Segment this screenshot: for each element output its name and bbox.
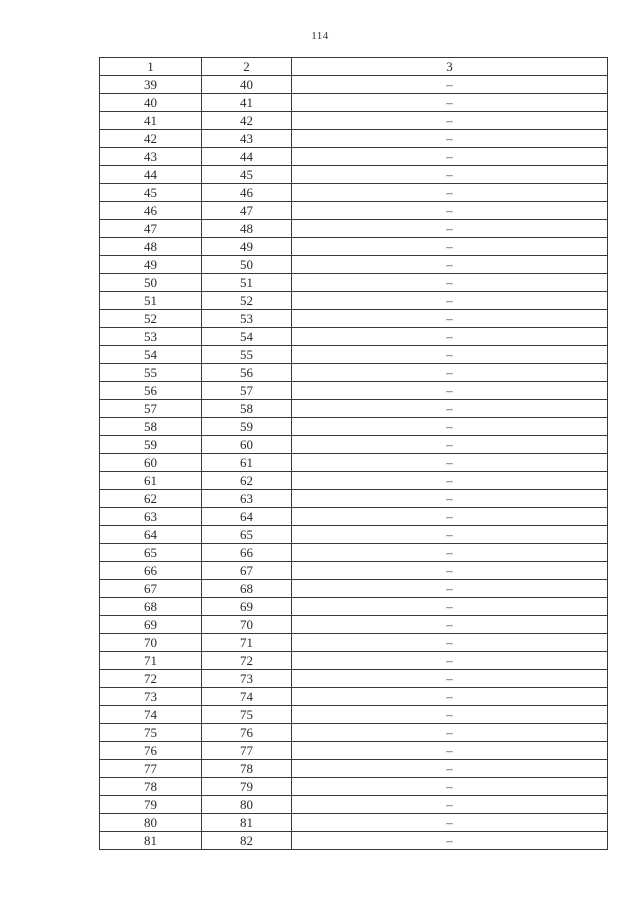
data-table xyxy=(99,57,608,850)
table-cell-col3: – xyxy=(292,598,608,616)
table-row xyxy=(100,778,608,796)
table-cell-col3: – xyxy=(292,724,608,742)
table-cell-col2: 47 xyxy=(202,202,292,220)
table-cell-col2: 55 xyxy=(202,346,292,364)
table-cell-col1: 77 xyxy=(100,760,202,778)
table-cell-col2: 44 xyxy=(202,148,292,166)
table-row xyxy=(100,526,608,544)
table-cell-col2: 71 xyxy=(202,634,292,652)
table-cell-col2: 77 xyxy=(202,742,292,760)
table-row xyxy=(100,418,608,436)
table-cell-col1: 70 xyxy=(100,634,202,652)
table-row xyxy=(100,688,608,706)
table-cell-col1: 48 xyxy=(100,238,202,256)
table-cell-col2: 60 xyxy=(202,436,292,454)
table-cell-col2: 74 xyxy=(202,688,292,706)
table-row xyxy=(100,364,608,382)
table-cell-col1: 57 xyxy=(100,400,202,418)
table-row xyxy=(100,814,608,832)
table-row xyxy=(100,238,608,256)
table-cell-col2: 61 xyxy=(202,454,292,472)
column-header-2: 2 xyxy=(202,58,292,76)
table-cell-col2: 43 xyxy=(202,130,292,148)
table-cell-col3: – xyxy=(292,310,608,328)
table-cell-col1: 73 xyxy=(100,688,202,706)
table-row xyxy=(100,508,608,526)
table-cell-col2: 53 xyxy=(202,310,292,328)
table-row xyxy=(100,112,608,130)
table-cell-col3: – xyxy=(292,112,608,130)
table-cell-col2: 57 xyxy=(202,382,292,400)
table-cell-col1: 74 xyxy=(100,706,202,724)
table-cell-col3: – xyxy=(292,382,608,400)
table-cell-col3: – xyxy=(292,814,608,832)
table-cell-col2: 68 xyxy=(202,580,292,598)
table-cell-col2: 73 xyxy=(202,670,292,688)
table-cell-col1: 71 xyxy=(100,652,202,670)
table-cell-col3: – xyxy=(292,400,608,418)
table-row xyxy=(100,94,608,112)
column-header-3: 3 xyxy=(292,58,608,76)
table-cell-col3: – xyxy=(292,490,608,508)
table-row xyxy=(100,490,608,508)
table-cell-col2: 65 xyxy=(202,526,292,544)
table-row xyxy=(100,166,608,184)
table-cell-col2: 45 xyxy=(202,166,292,184)
table-cell-col2: 40 xyxy=(202,76,292,94)
table-row xyxy=(100,580,608,598)
table-cell-col3: – xyxy=(292,292,608,310)
table-cell-col3: – xyxy=(292,238,608,256)
table-row xyxy=(100,274,608,292)
table-cell-col1: 64 xyxy=(100,526,202,544)
table-row xyxy=(100,256,608,274)
table-cell-col3: – xyxy=(292,166,608,184)
table-cell-col3: – xyxy=(292,454,608,472)
table-cell-col3: – xyxy=(292,184,608,202)
table-row xyxy=(100,220,608,238)
table-cell-col3: – xyxy=(292,256,608,274)
table-cell-col2: 69 xyxy=(202,598,292,616)
table-cell-col1: 72 xyxy=(100,670,202,688)
table-cell-col2: 67 xyxy=(202,562,292,580)
table-cell-col1: 46 xyxy=(100,202,202,220)
table-cell-col1: 42 xyxy=(100,130,202,148)
table-cell-col3: – xyxy=(292,418,608,436)
table-cell-col1: 41 xyxy=(100,112,202,130)
table-row xyxy=(100,292,608,310)
table-cell-col1: 75 xyxy=(100,724,202,742)
table-cell-col2: 80 xyxy=(202,796,292,814)
table-cell-col1: 69 xyxy=(100,616,202,634)
table-cell-col1: 81 xyxy=(100,832,202,850)
table-row xyxy=(100,598,608,616)
table-row xyxy=(100,400,608,418)
table-row xyxy=(100,472,608,490)
table-cell-col1: 50 xyxy=(100,274,202,292)
table-row xyxy=(100,670,608,688)
table-row xyxy=(100,454,608,472)
table-cell-col1: 43 xyxy=(100,148,202,166)
column-header-1: 1 xyxy=(100,58,202,76)
table-row xyxy=(100,742,608,760)
table-row xyxy=(100,724,608,742)
table-cell-col2: 59 xyxy=(202,418,292,436)
table-cell-col1: 66 xyxy=(100,562,202,580)
table-row xyxy=(100,652,608,670)
table-cell-col1: 53 xyxy=(100,328,202,346)
table-header xyxy=(100,58,608,76)
table-cell-col1: 67 xyxy=(100,580,202,598)
table-cell-col3: – xyxy=(292,508,608,526)
table-cell-col3: – xyxy=(292,670,608,688)
table-cell-col2: 63 xyxy=(202,490,292,508)
table-row xyxy=(100,634,608,652)
table-cell-col2: 50 xyxy=(202,256,292,274)
table-row xyxy=(100,616,608,634)
table-cell-col3: – xyxy=(292,742,608,760)
table-cell-col1: 54 xyxy=(100,346,202,364)
table-cell-col3: – xyxy=(292,436,608,454)
table-cell-col3: – xyxy=(292,202,608,220)
table-body xyxy=(100,76,608,850)
table-row xyxy=(100,760,608,778)
table-row xyxy=(100,382,608,400)
table-row xyxy=(100,130,608,148)
table-cell-col3: – xyxy=(292,634,608,652)
table-cell-col3: – xyxy=(292,346,608,364)
table-cell-col2: 76 xyxy=(202,724,292,742)
table-cell-col1: 59 xyxy=(100,436,202,454)
table-cell-col2: 42 xyxy=(202,112,292,130)
table-cell-col3: – xyxy=(292,616,608,634)
table-row xyxy=(100,544,608,562)
table-row xyxy=(100,706,608,724)
table-cell-col2: 51 xyxy=(202,274,292,292)
table-row xyxy=(100,328,608,346)
table-cell-col2: 48 xyxy=(202,220,292,238)
table-cell-col1: 40 xyxy=(100,94,202,112)
table-cell-col2: 66 xyxy=(202,544,292,562)
table-cell-col2: 52 xyxy=(202,292,292,310)
table-cell-col3: – xyxy=(292,76,608,94)
table-cell-col1: 61 xyxy=(100,472,202,490)
table-cell-col3: – xyxy=(292,778,608,796)
table-cell-col3: – xyxy=(292,652,608,670)
table-cell-col2: 54 xyxy=(202,328,292,346)
table-cell-col2: 62 xyxy=(202,472,292,490)
table-cell-col1: 78 xyxy=(100,778,202,796)
table-row xyxy=(100,436,608,454)
table-row xyxy=(100,76,608,94)
page-number: 114 xyxy=(311,30,329,42)
table-cell-col1: 49 xyxy=(100,256,202,274)
table-cell-col1: 68 xyxy=(100,598,202,616)
table-row xyxy=(100,562,608,580)
table-cell-col2: 78 xyxy=(202,760,292,778)
table-cell-col1: 76 xyxy=(100,742,202,760)
table-row xyxy=(100,832,608,850)
table-cell-col3: – xyxy=(292,364,608,382)
table-row xyxy=(100,310,608,328)
table-cell-col1: 51 xyxy=(100,292,202,310)
table-cell-col1: 63 xyxy=(100,508,202,526)
table-cell-col3: – xyxy=(292,796,608,814)
table-cell-col2: 41 xyxy=(202,94,292,112)
table-cell-col3: – xyxy=(292,472,608,490)
table-cell-col1: 52 xyxy=(100,310,202,328)
table-cell-col3: – xyxy=(292,328,608,346)
table-row xyxy=(100,346,608,364)
table-cell-col3: – xyxy=(292,580,608,598)
table-cell-col1: 65 xyxy=(100,544,202,562)
table-cell-col1: 47 xyxy=(100,220,202,238)
table-cell-col1: 80 xyxy=(100,814,202,832)
table-cell-col2: 82 xyxy=(202,832,292,850)
table-cell-col2: 49 xyxy=(202,238,292,256)
table-row xyxy=(100,184,608,202)
table-row xyxy=(100,202,608,220)
table-cell-col3: – xyxy=(292,832,608,850)
table-cell-col1: 56 xyxy=(100,382,202,400)
table-cell-col1: 58 xyxy=(100,418,202,436)
table-cell-col3: – xyxy=(292,526,608,544)
table-cell-col3: – xyxy=(292,274,608,292)
table-cell-col3: – xyxy=(292,544,608,562)
table-cell-col1: 55 xyxy=(100,364,202,382)
table-cell-col3: – xyxy=(292,148,608,166)
table-cell-col2: 70 xyxy=(202,616,292,634)
table-cell-col3: – xyxy=(292,94,608,112)
table-cell-col1: 62 xyxy=(100,490,202,508)
table-cell-col1: 39 xyxy=(100,76,202,94)
table-cell-col2: 75 xyxy=(202,706,292,724)
table-cell-col2: 46 xyxy=(202,184,292,202)
table-row xyxy=(100,796,608,814)
table-cell-col3: – xyxy=(292,562,608,580)
table-cell-col2: 56 xyxy=(202,364,292,382)
table-cell-col2: 79 xyxy=(202,778,292,796)
table-cell-col2: 81 xyxy=(202,814,292,832)
table-cell-col3: – xyxy=(292,688,608,706)
table-cell-col1: 45 xyxy=(100,184,202,202)
table-cell-col3: – xyxy=(292,220,608,238)
table-cell-col2: 64 xyxy=(202,508,292,526)
table-cell-col1: 60 xyxy=(100,454,202,472)
table-cell-col3: – xyxy=(292,130,608,148)
table-cell-col2: 72 xyxy=(202,652,292,670)
table-cell-col3: – xyxy=(292,706,608,724)
table-row xyxy=(100,148,608,166)
table-cell-col2: 58 xyxy=(202,400,292,418)
header-row xyxy=(100,58,608,76)
table-cell-col1: 79 xyxy=(100,796,202,814)
table-cell-col1: 44 xyxy=(100,166,202,184)
table-cell-col3: – xyxy=(292,760,608,778)
